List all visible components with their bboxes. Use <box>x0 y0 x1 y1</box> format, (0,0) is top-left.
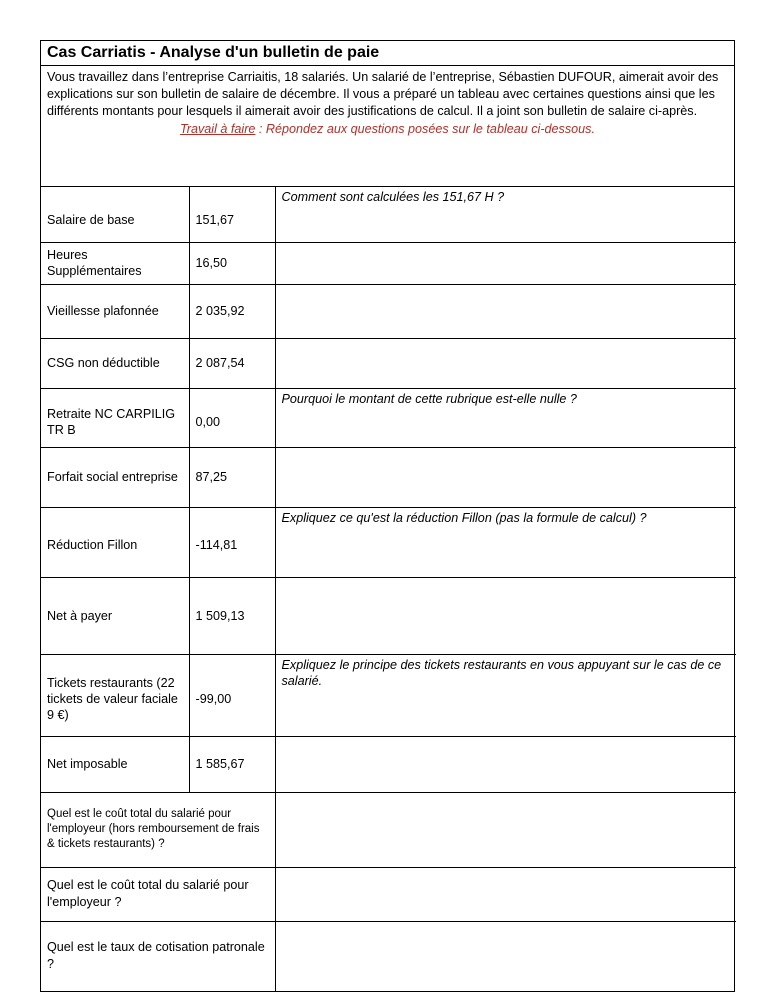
row-label: Retraite NC CARPILIG TR B <box>41 388 189 447</box>
page-title: Cas Carriatis - Analyse d'un bulletin de paie <box>41 41 734 66</box>
task-text: : Répondez aux questions posées sur le tableau ci-dessous. <box>255 122 595 136</box>
row-value: 0,00 <box>189 388 275 447</box>
row-label: Vieillesse plafonnée <box>41 284 189 338</box>
answer-cell[interactable]: Expliquez ce qu'est la réduction Fillon (pas la formule de calcul) ? <box>275 507 736 577</box>
table-row <box>41 242 736 284</box>
question-label: Quel est le coût total du salarié pour l'employeur (hors remboursement de frais & tickets restaurants) ? <box>41 792 275 867</box>
table-row <box>41 654 736 736</box>
payslip-table <box>41 187 736 991</box>
row-label: Net à payer <box>41 577 189 654</box>
question-label: Quel est le coût total du salarié pour l'employeur ? <box>41 867 275 921</box>
row-label: CSG non déductible <box>41 338 189 388</box>
table-row <box>41 388 736 447</box>
answer-cell[interactable] <box>275 867 736 921</box>
answer-cell[interactable] <box>275 447 736 507</box>
row-value: -114,81 <box>189 507 275 577</box>
answer-cell[interactable] <box>275 736 736 792</box>
answer-cell[interactable] <box>275 338 736 388</box>
row-label: Salaire de base <box>41 187 189 242</box>
row-value: 1 509,13 <box>189 577 275 654</box>
question-row <box>41 921 736 991</box>
table-row <box>41 447 736 507</box>
table-row <box>41 577 736 654</box>
task-line <box>47 121 728 138</box>
question-label: Quel est le taux de cotisation patronale ? <box>41 921 275 991</box>
table-row <box>41 736 736 792</box>
table-row <box>41 284 736 338</box>
row-value: 151,67 <box>189 187 275 242</box>
row-label: Forfait social entreprise <box>41 447 189 507</box>
intro-section <box>41 66 734 187</box>
row-label: Net imposable <box>41 736 189 792</box>
answer-cell[interactable]: Comment sont calculées les 151,67 H ? <box>275 187 736 242</box>
task-label: Travail à faire <box>180 122 256 136</box>
table-row <box>41 338 736 388</box>
answer-cell[interactable] <box>275 792 736 867</box>
row-value: 87,25 <box>189 447 275 507</box>
answer-cell[interactable]: Expliquez le principe des tickets restaurants en vous appuyant sur le cas de ce salarié. <box>275 654 736 736</box>
row-value: 16,50 <box>189 242 275 284</box>
question-row <box>41 792 736 867</box>
answer-cell[interactable] <box>275 577 736 654</box>
exercise-frame <box>40 40 735 992</box>
row-value: 2 035,92 <box>189 284 275 338</box>
row-label: Réduction Fillon <box>41 507 189 577</box>
answer-cell[interactable] <box>275 921 736 991</box>
table-row <box>41 507 736 577</box>
row-value: 2 087,54 <box>189 338 275 388</box>
question-row <box>41 867 736 921</box>
row-value: 1 585,67 <box>189 736 275 792</box>
row-label: Heures Supplémentaires <box>41 242 189 284</box>
intro-text: Vous travaillez dans l’entreprise Carriaitis, 18 salariés. Un salarié de l’entreprise, Sébastien DUFOUR, aimerait avoir des explications sur son bulletin de salaire de décembre. Il vous a préparé un tableau avec certaines questions ainsi que les différents montants pour lesquels il aimerait avoir des justifications de calcul. Il a joint son bulletin de salaire ci-après. <box>47 70 719 118</box>
answer-cell[interactable] <box>275 242 736 284</box>
answer-cell[interactable]: Pourquoi le montant de cette rubrique est-elle nulle ? <box>275 388 736 447</box>
table-row <box>41 187 736 242</box>
row-label: Tickets restaurants (22 tickets de valeur faciale 9 €) <box>41 654 189 736</box>
row-value: -99,00 <box>189 654 275 736</box>
answer-cell[interactable] <box>275 284 736 338</box>
